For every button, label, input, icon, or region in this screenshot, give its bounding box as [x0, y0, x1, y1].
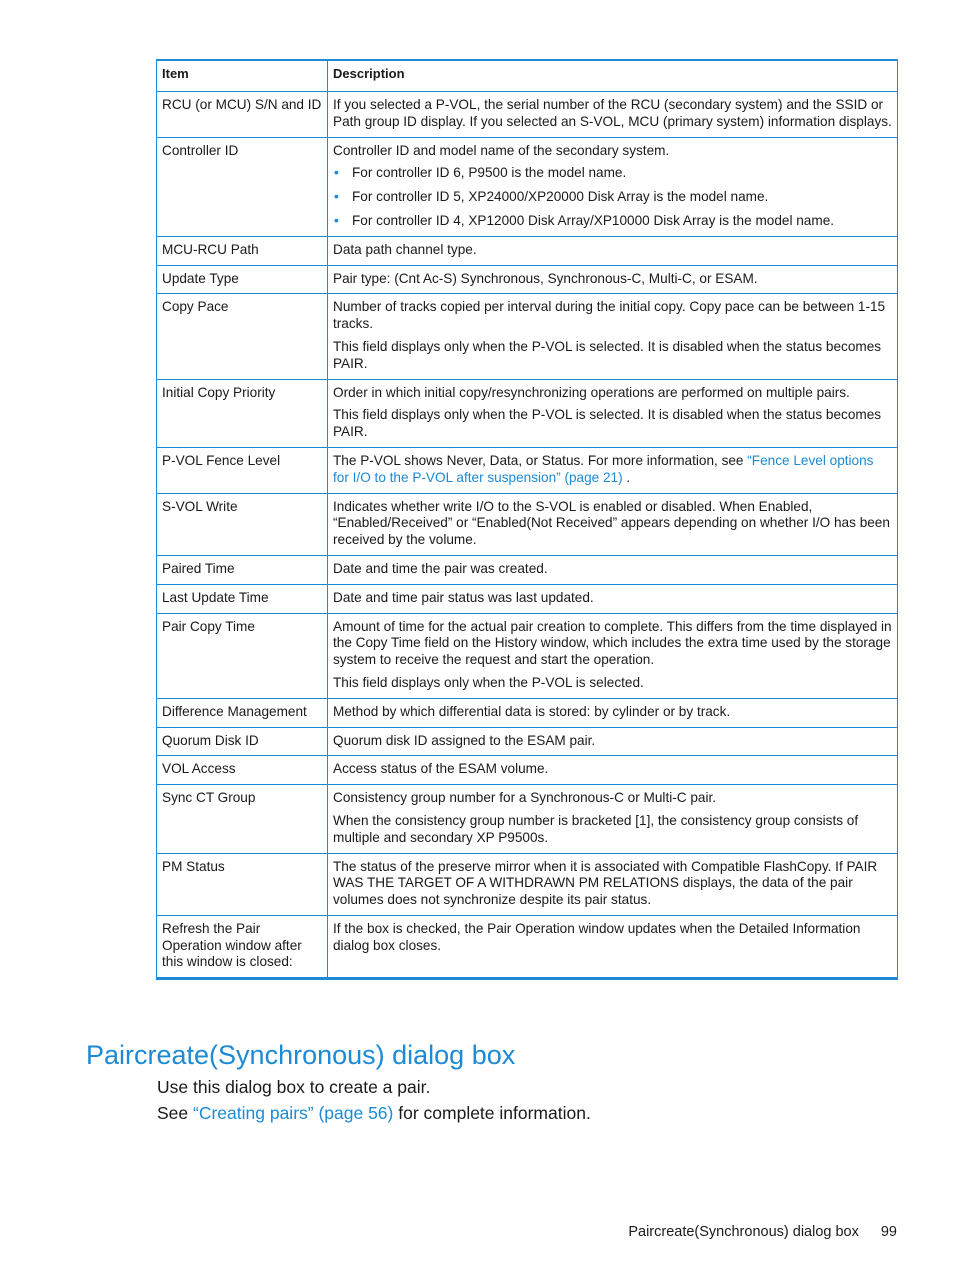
- description-paragraph: [333, 453, 892, 487]
- row-description: [328, 265, 898, 294]
- description-paragraph: The status of the preserve mirror when it is associated with Compatible FlashCopy. If PAIR WAS THE TARGET OF A WITHDRAWN PM RELATIONS displays, the data of the pair volumes does not synchronize despite its pair status.: [333, 858, 878, 908]
- row-description: [328, 727, 898, 756]
- row-item: Last Update Time: [157, 584, 328, 613]
- section-intro: Use this dialog box to create a pair.: [157, 1077, 431, 1097]
- table-row: [157, 915, 898, 978]
- table-row: [157, 584, 898, 613]
- row-item: Copy Pace: [157, 294, 328, 379]
- description-paragraph: Data path channel type.: [333, 241, 477, 257]
- row-item: PM Status: [157, 853, 328, 915]
- description-paragraph: This field displays only when the P-VOL is selected.: [333, 674, 644, 690]
- row-description: [328, 698, 898, 727]
- row-item: Refresh the Pair Operation window after this window is closed:: [157, 915, 328, 978]
- row-description: [328, 137, 898, 236]
- row-item: Sync CT Group: [157, 785, 328, 853]
- bullet-item: • For controller ID 6, P9500 is the model name.: [333, 165, 892, 182]
- table-header-row: [157, 60, 898, 92]
- description-paragraph: This field displays only when the P-VOL is selected. It is disabled when the status becomes PAIR.: [333, 407, 882, 440]
- table-row: [157, 698, 898, 727]
- table-row: [157, 613, 898, 698]
- row-description: [328, 92, 898, 138]
- table-row: [157, 727, 898, 756]
- description-paragraph: Order in which initial copy/resynchronizing operations are performed on multiple pairs.: [333, 384, 850, 400]
- description-text: .: [622, 469, 631, 485]
- row-item: S-VOL Write: [157, 493, 328, 555]
- table-row: [157, 379, 898, 447]
- row-item: RCU (or MCU) S/N and ID: [157, 92, 328, 138]
- description-paragraph: Amount of time for the actual pair creation to complete. This differs from the time displayed in the Copy Time field on the History window, which includes the extra time used by the storage system to receive the request and start the operation.: [333, 618, 892, 668]
- row-item: MCU-RCU Path: [157, 236, 328, 265]
- row-description: [328, 756, 898, 785]
- row-description: [328, 447, 898, 493]
- description-paragraph: Date and time pair status was last updated.: [333, 589, 594, 605]
- bullet-list: [333, 165, 892, 229]
- table-row: [157, 137, 898, 236]
- table-row: [157, 92, 898, 138]
- row-description: [328, 555, 898, 584]
- section-see-also: [157, 1102, 591, 1124]
- table-row: [157, 853, 898, 915]
- see-prefix: See: [157, 1103, 193, 1123]
- description-paragraph: Indicates whether write I/O to the S-VOL is enabled or disabled. When Enabled, “Enabled/Received” or “Enabled(Not Received” appears depending on whether I/O has been received by the volume.: [333, 498, 890, 548]
- row-item: Paired Time: [157, 555, 328, 584]
- fence-level-link[interactable]: “Fence Level options for I/O to the P-VOL after suspension” (page 21): [333, 452, 874, 485]
- row-item: Pair Copy Time: [157, 613, 328, 698]
- table-row: [157, 493, 898, 555]
- row-description: [328, 294, 898, 379]
- description-paragraph: Access status of the ESAM volume.: [333, 761, 549, 777]
- row-description: [328, 915, 898, 978]
- row-description: [328, 785, 898, 853]
- description-text: The P-VOL shows Never, Data, or Status. For more information, see: [333, 452, 748, 468]
- table-row: [157, 756, 898, 785]
- row-item: VOL Access: [157, 756, 328, 785]
- bullet-item: • For controller ID 4, XP12000 Disk Array/XP10000 Disk Array is the model name.: [333, 213, 892, 230]
- creating-pairs-link[interactable]: “Creating pairs” (page 56): [193, 1103, 394, 1123]
- row-description: [328, 493, 898, 555]
- description-paragraph: Number of tracks copied per interval during the initial copy. Copy pace can be between 1-15 tracks.: [333, 299, 886, 332]
- table-row: [157, 785, 898, 853]
- bullet-item: • For controller ID 5, XP24000/XP20000 Disk Array is the model name.: [333, 189, 892, 206]
- table-row: [157, 555, 898, 584]
- description-paragraph: Consistency group number for a Synchronous-C or Multi-C pair.: [333, 790, 717, 806]
- description-paragraph: Controller ID and model name of the secondary system.: [333, 142, 670, 158]
- row-description: [328, 584, 898, 613]
- table-row: [157, 447, 898, 493]
- row-item: Update Type: [157, 265, 328, 294]
- column-header-description: Description: [328, 60, 898, 92]
- row-item: Initial Copy Priority: [157, 379, 328, 447]
- table-row: [157, 236, 898, 265]
- section-heading: Paircreate(Synchronous) dialog box: [86, 1040, 516, 1070]
- row-item: Controller ID: [157, 137, 328, 236]
- row-description: [328, 236, 898, 265]
- description-paragraph: Quorum disk ID assigned to the ESAM pair.: [333, 732, 596, 748]
- row-item: P-VOL Fence Level: [157, 447, 328, 493]
- description-paragraph: When the consistency group number is bracketed [1], the consistency group consists of multiple and secondary XP P9500s.: [333, 812, 859, 845]
- description-paragraph: This field displays only when the P-VOL is selected. It is disabled when the status becomes PAIR.: [333, 338, 882, 371]
- description-paragraph: If the box is checked, the Pair Operation window updates when the Detailed Information dialog box closes.: [333, 920, 861, 953]
- description-paragraph: Date and time the pair was created.: [333, 560, 548, 576]
- footer-title: Paircreate(Synchronous) dialog box: [628, 1224, 859, 1240]
- detailed-information-table-container: [156, 59, 897, 980]
- table-row: [157, 294, 898, 379]
- detailed-information-table: [156, 59, 898, 980]
- row-item: Quorum Disk ID: [157, 727, 328, 756]
- row-description: [328, 613, 898, 698]
- description-paragraph: If you selected a P-VOL, the serial number of the RCU (secondary system) and the SSID or Path group ID display. If you selected an S-VOL, MCU (primary system) information displays.: [333, 97, 892, 129]
- row-item: Difference Management: [157, 698, 328, 727]
- page-number: 99: [880, 1224, 897, 1240]
- row-description: [328, 379, 898, 447]
- row-description: [328, 853, 898, 915]
- see-suffix: for complete information.: [393, 1103, 591, 1123]
- description-paragraph: Pair type: (Cnt Ac-S) Synchronous, Synchronous-C, Multi-C, or ESAM.: [333, 270, 758, 286]
- column-header-item: Item: [157, 60, 328, 92]
- description-paragraph: Method by which differential data is stored: by cylinder or by track.: [333, 703, 731, 719]
- page-footer: [628, 1222, 897, 1242]
- table-row: [157, 265, 898, 294]
